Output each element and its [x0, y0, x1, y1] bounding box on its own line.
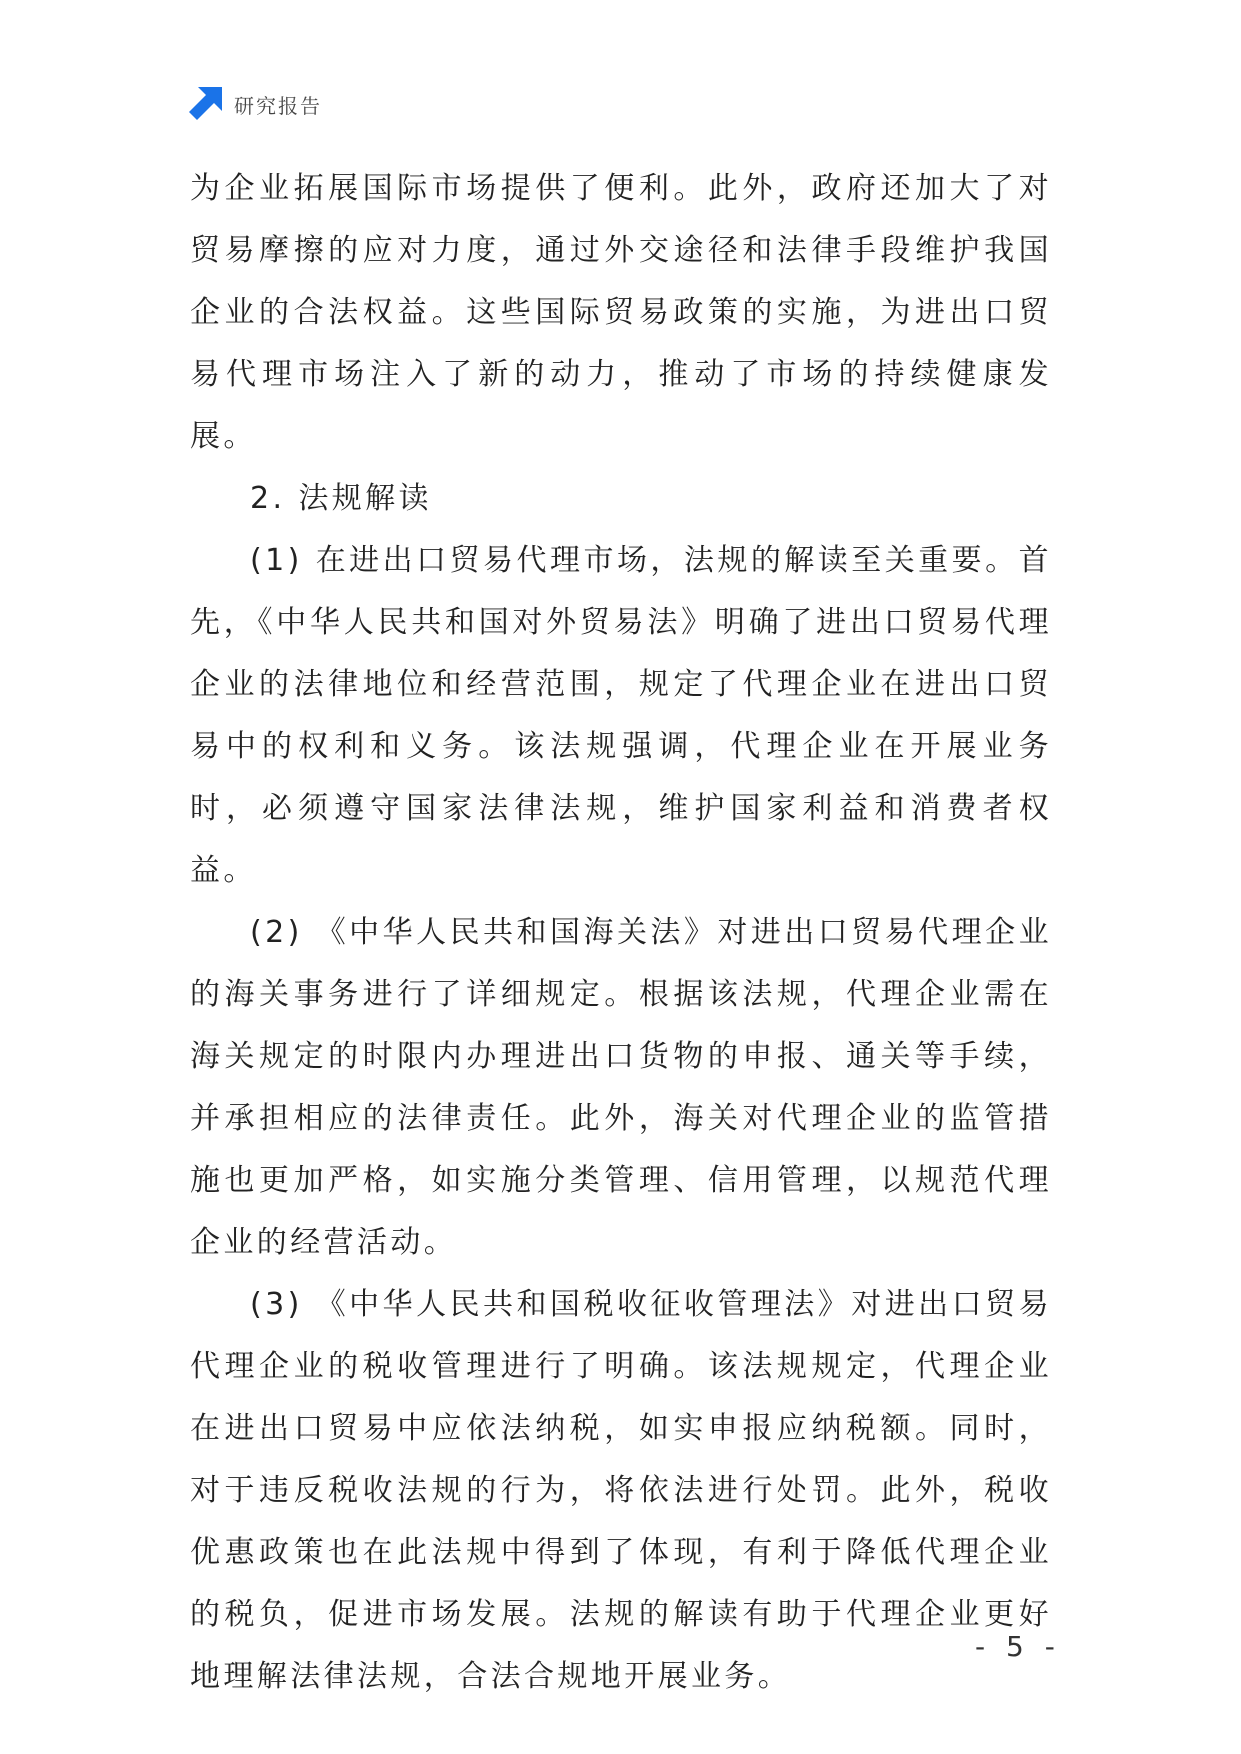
document-body: [190, 158, 1052, 1708]
arrow-up-right-icon: [188, 87, 222, 121]
paragraph-item-2: (2) 《中华人民共和国海关法》对进出口贸易代理企业的海关事务进行了详细规定。根据该法规，代理企业需在海关规定的时限内办理进出口货物的申报、通关等手续，并承担相应的法律责任。此外，海关对代理企业的监管措施也更加严格，如实施分类管理、信用管理，以规范代理企业的经营活动。: [190, 915, 1052, 1260]
page-number: - 5 -: [975, 1630, 1061, 1663]
header-title: 研究报告: [234, 93, 322, 118]
paragraph-item-1: (1) 在进出口贸易代理市场，法规的解读至关重要。首先，《中华人民共和国对外贸易法》明确了进出口贸易代理企业的法律地位和经营范围，规定了代理企业在进出口贸易中的权利和义务。该法规强调，代理企业在开展业务时，必须遵守国家法律法规，维护国家利益和消费者权益。: [190, 543, 1052, 888]
paragraph-item-3: (3) 《中华人民共和国税收征收管理法》对进出口贸易代理企业的税收管理进行了明确。该法规规定，代理企业在进出口贸易中应依法纳税，如实申报应纳税额。同时，对于违反税收法规的行为，将依法进行处罚。此外，税收优惠政策也在此法规中得到了体现，有利于降低代理企业的税负，促进市场发展。法规的解读有助于代理企业更好地理解法律法规，合法合规地开展业务。: [190, 1287, 1052, 1694]
report-header: [188, 86, 322, 122]
paragraph-continuation: 为企业拓展国际市场提供了便利。此外，政府还加大了对贸易摩擦的应对力度，通过外交途径和法律手段维护我国企业的合法权益。这些国际贸易政策的实施，为进出口贸易代理市场注入了新的动力，推动了市场的持续健康发展。: [190, 171, 1052, 454]
section-heading: 2. 法规解读: [250, 481, 432, 516]
